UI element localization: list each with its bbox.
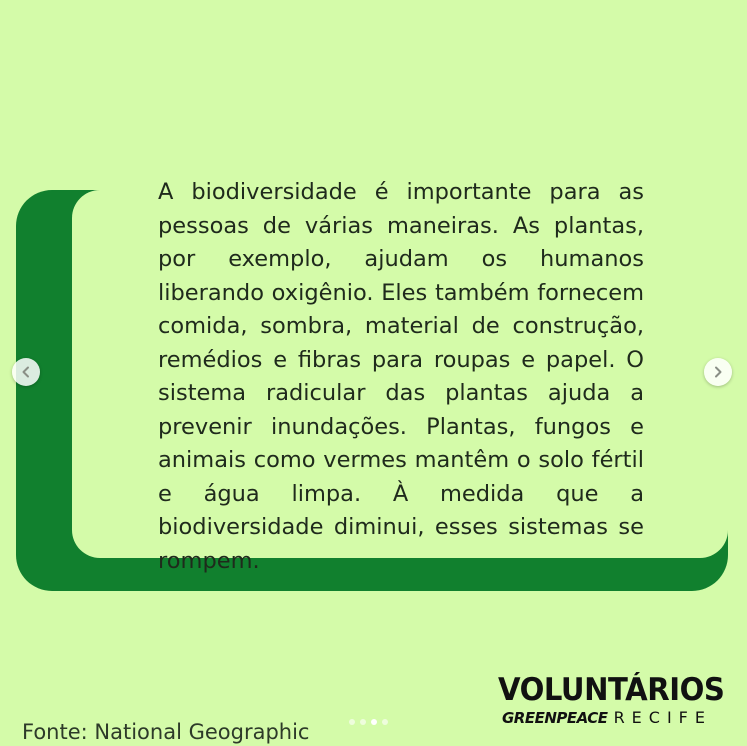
logo-title: VOLUNTÁRIOS: [498, 672, 725, 708]
source-caption: Fonte: National Geographic: [22, 720, 310, 744]
logo-brand: GREENPEACE: [502, 709, 608, 727]
carousel-dot[interactable]: [349, 719, 355, 725]
carousel-next-button[interactable]: [704, 358, 732, 386]
chevron-right-icon: [712, 366, 724, 378]
carousel-dot[interactable]: [360, 719, 366, 725]
logo-subtitle: [502, 708, 712, 727]
carousel-prev-button[interactable]: [12, 358, 40, 386]
body-paragraph: A biodiversidade é importante para as pessoas de várias maneiras. As plantas, por exemplo, ajudam os humanos liberando oxigênio. Eles também fornecem comida, sombra, material de construção, remédios e fibras para roupas e papel. O sistema radicular das plantas ajuda a prevenir inundações. Plantas, fungos e animais como vermes mantêm o solo fértil e água limpa. À medida que a biodiversidade diminui, esses sistemas se rompem.: [158, 179, 644, 574]
carousel-dot[interactable]: [382, 719, 388, 725]
carousel-dot-active[interactable]: [371, 719, 377, 725]
chevron-left-icon: [20, 366, 32, 378]
logo-city: RECIFE: [613, 708, 712, 727]
carousel-indicator: [349, 719, 388, 725]
